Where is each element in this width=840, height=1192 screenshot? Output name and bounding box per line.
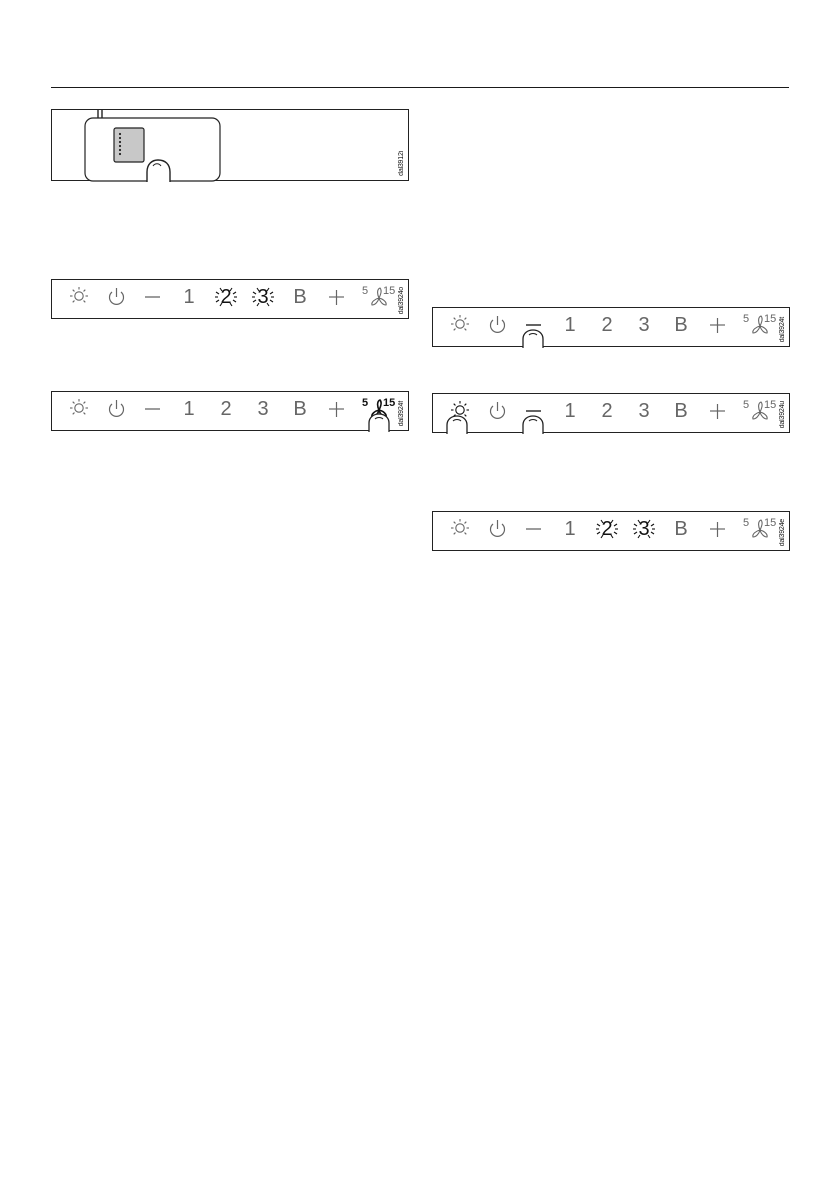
plus-icon[interactable] xyxy=(710,318,725,333)
light-icon[interactable] xyxy=(70,399,88,414)
figure-reference: dal3924o xyxy=(398,286,405,314)
level-2-label[interactable]: 2 xyxy=(220,286,232,308)
level-1-label[interactable]: 1 xyxy=(564,400,576,422)
boost-label[interactable]: B xyxy=(674,518,688,540)
figure-reference: dal3924f xyxy=(398,400,405,426)
control-panel-minus-press xyxy=(432,307,790,347)
plus-icon[interactable] xyxy=(329,402,344,417)
level-1-label[interactable]: 1 xyxy=(564,518,576,540)
finger-press-icon xyxy=(147,160,170,182)
control-panel-flashing xyxy=(51,279,409,319)
fan-speed-high-label: 15 xyxy=(383,397,396,409)
finger-press-icon xyxy=(369,414,389,432)
light-icon[interactable] xyxy=(70,287,88,302)
light-icon[interactable] xyxy=(451,315,469,330)
plus-icon[interactable] xyxy=(710,522,725,537)
header-rule xyxy=(51,87,789,88)
power-icon[interactable] xyxy=(491,402,505,418)
finger-press-icon xyxy=(523,330,543,348)
level-2-label[interactable]: 2 xyxy=(601,518,613,540)
light-icon[interactable] xyxy=(451,401,469,416)
boost-label[interactable]: B xyxy=(293,286,307,308)
level-3-label[interactable]: 3 xyxy=(638,314,650,336)
figure-reference: dal3924t xyxy=(779,316,786,342)
level-3-label[interactable]: 3 xyxy=(638,400,650,422)
fan-speed-high-label: 15 xyxy=(383,285,396,297)
power-icon[interactable] xyxy=(491,316,505,332)
level-3-label[interactable]: 3 xyxy=(257,286,269,308)
light-icon[interactable] xyxy=(451,519,469,534)
level-1-label[interactable]: 1 xyxy=(564,314,576,336)
figure-reference: dal3912i xyxy=(398,151,405,176)
control-panel-light-minus-press xyxy=(432,393,790,433)
figure-reference: dal3924e xyxy=(779,518,786,546)
control-panel-flashing-2 xyxy=(432,511,790,551)
power-icon[interactable] xyxy=(110,400,124,416)
fan-speed-low-label: 5 xyxy=(743,313,750,325)
fan-speed-low-label: 5 xyxy=(743,517,750,529)
control-panel-fan-press xyxy=(51,391,409,431)
plus-icon[interactable] xyxy=(329,290,344,305)
fan-speed-high-label: 15 xyxy=(764,399,777,411)
level-1-label[interactable]: 1 xyxy=(183,398,195,420)
level-3-label[interactable]: 3 xyxy=(638,518,650,540)
power-icon[interactable] xyxy=(110,288,124,304)
fan-speed-low-label: 5 xyxy=(362,397,369,409)
fan-speed-high-label: 15 xyxy=(764,517,777,529)
finger-press-icon xyxy=(523,416,543,434)
power-icon[interactable] xyxy=(491,520,505,536)
boost-label[interactable]: B xyxy=(674,400,688,422)
level-2-label[interactable]: 2 xyxy=(220,398,232,420)
fan-speed-high-label: 15 xyxy=(764,313,777,325)
level-1-label[interactable]: 1 xyxy=(183,286,195,308)
level-2-label[interactable]: 2 xyxy=(601,314,613,336)
finger-press-icon xyxy=(447,416,467,434)
boost-label[interactable]: B xyxy=(674,314,688,336)
plus-icon[interactable] xyxy=(710,404,725,419)
level-2-label[interactable]: 2 xyxy=(601,400,613,422)
figure-reference: dal3924u xyxy=(779,400,786,428)
hood-illustration xyxy=(51,109,409,181)
fan-speed-low-label: 5 xyxy=(743,399,750,411)
level-3-label[interactable]: 3 xyxy=(257,398,269,420)
fan-speed-low-label: 5 xyxy=(362,285,369,297)
boost-label[interactable]: B xyxy=(293,398,307,420)
